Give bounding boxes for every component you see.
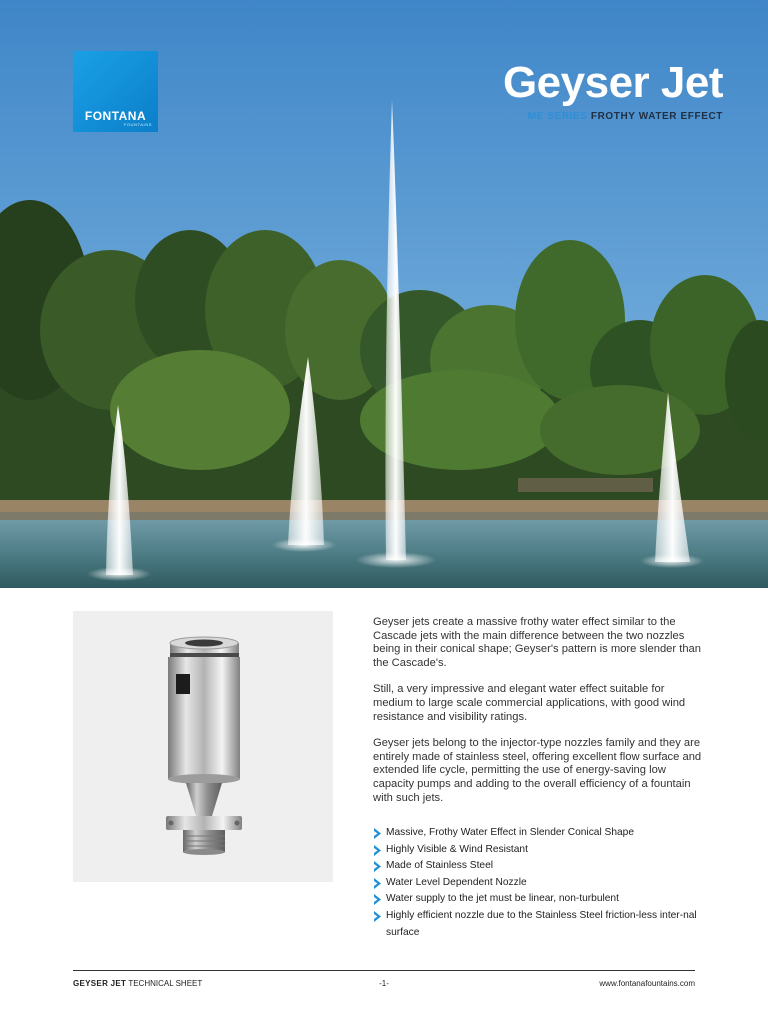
series-label: ME SERIES	[527, 111, 588, 122]
chevron-right-icon	[373, 828, 382, 839]
description-paragraph-3: Geyser jets belong to the injector-type nozzles family and they are entirely made of stainless steel, offering excellent flow surface and extended life cycle, permitting the use of energy-saving low capacity pumps and adding to the overall efficiency of a fountain with such jets.	[373, 737, 702, 804]
website-link[interactable]: www.fontanafountains.com	[599, 979, 695, 988]
chevron-right-icon	[373, 845, 382, 856]
feature-item	[373, 891, 703, 908]
feature-text: Highly efficient nozzle due to the Stainless Steel friction-less inter-nal surface	[386, 909, 697, 938]
feature-item	[373, 858, 703, 875]
footer-product: GEYSER JET	[73, 979, 127, 988]
feature-item	[373, 875, 703, 892]
feature-text: Water Level Dependent Nozzle	[386, 876, 527, 888]
feature-item	[373, 842, 703, 859]
chevron-right-icon	[373, 911, 382, 922]
feature-text: Highly Visible & Wind Resistant	[386, 843, 528, 855]
product-description	[373, 616, 703, 818]
description-paragraph-2: Still, a very impressive and elegant water effect suitable for medium to large scale commercial applications, with good wind resistance and visibility ratings.	[373, 683, 686, 723]
logo-wordmark: FONTANA	[84, 109, 147, 123]
feature-item	[373, 825, 703, 842]
feature-item	[373, 908, 703, 941]
feature-list	[373, 825, 703, 941]
feature-text: Water supply to the jet must be linear, non-turbulent	[386, 893, 619, 905]
page-subtitle	[528, 111, 723, 122]
page-number: -1-	[379, 979, 389, 988]
effect-label: FROTHY WATER EFFECT	[590, 111, 723, 122]
fontana-logo	[73, 51, 158, 132]
description-paragraph-1: Geyser jets create a massive frothy water effect similar to the Cascade jets with the main difference between the two nozzles being in their conical shape; Geyser's pattern is more slender than the Cascade's.	[373, 616, 701, 669]
feature-text: Made of Stainless Steel	[386, 860, 494, 872]
logo-subtext: FOUNTAINS	[123, 122, 152, 127]
product-image	[73, 611, 333, 882]
page-title: Geyser Jet	[502, 58, 723, 107]
feature-text: Massive, Frothy Water Effect in Slender Conical Shape	[386, 827, 635, 838]
chevron-right-icon	[373, 894, 382, 905]
chevron-right-icon	[373, 878, 382, 889]
footer-doc-type: TECHNICAL SHEET	[128, 979, 203, 988]
footer-divider	[73, 970, 695, 971]
chevron-right-icon	[373, 861, 382, 872]
geyser-nozzle-illustration	[73, 611, 333, 882]
